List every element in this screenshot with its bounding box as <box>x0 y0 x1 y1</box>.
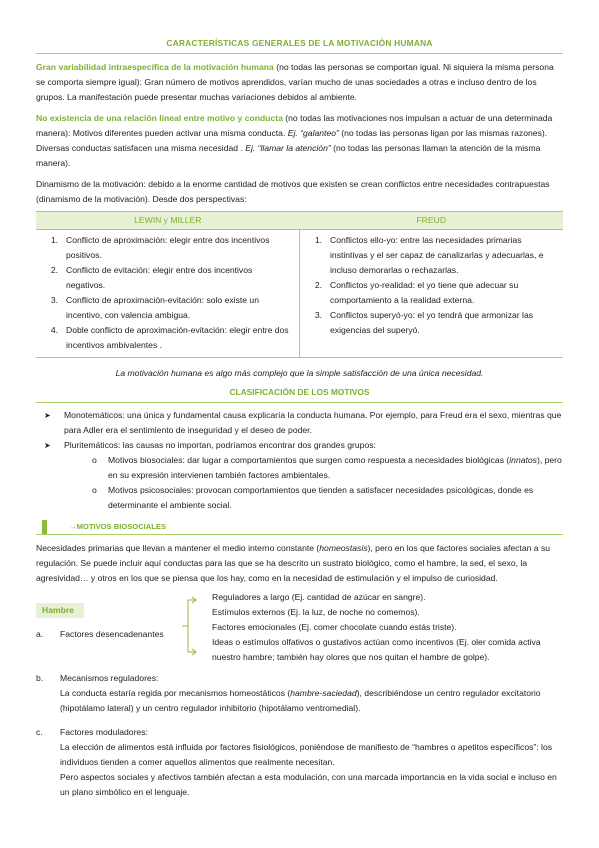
conflicts-table <box>36 211 563 358</box>
list-item: 1. Conflictos ello-yo: entre las necesidades primarias instintivas y el ser capaz de canalizarlas y adecuarlas, e incluso demorarlas o rechazarlas. <box>314 235 544 275</box>
paragraph-relacion-lineal <box>36 111 563 171</box>
paragraph-dinamismo: Dinamismo de la motivación: debido a la enorme cantidad de motivos que existen se crean conflictos entre necesidades contrapuestas (dinamismo de la motivación). Desde dos perspectivas: <box>36 179 550 204</box>
list-item: Factores emocionales (Ej. comer chocolate cuando estás triste). <box>212 622 457 632</box>
sub-bullet-psicosociales: o Motivos psicosociales: provocan comportamientos que tienden a satisfacer necesidades psicológicas, donde es determinante el ambiente social. <box>36 483 563 513</box>
section-header-biosociales <box>36 519 563 535</box>
mecanismos-reguladores: b. Mecanismos reguladores: <box>36 673 159 683</box>
section-label: →MOTIVOS BIOSOCIALES <box>69 522 167 531</box>
list-item: Reguladores a largo (Ej. cantidad de azúcar en sangre). <box>212 592 426 602</box>
list-item: Estímulos externos (Ej. la luz, de noche no comemos). <box>212 607 420 617</box>
brace-icon <box>182 596 198 656</box>
list-item: 4. Doble conflicto de aproximación-evitación: elegir entre dos incentivos ambivalentes . <box>50 325 289 350</box>
table-cell-freud <box>300 230 564 358</box>
paragraph-text: (no todas las personas llaman la atención de la misma manera). <box>36 143 541 168</box>
moduladores-text-1: La elección de alimentos está influida por factores fisiológicos, poniéndose de manifiesto de “hambres o apetitos específicos”: los individuos tienden a comer aquellos alimentos que realmente necesitan. <box>60 742 553 767</box>
paragraph-text: (no todas las motivaciones nos impulsan a actuar de una determinada manera): Motivos diferentes pueden activar una misma conducta. <box>36 113 553 138</box>
section-bar-icon <box>42 520 47 534</box>
arrow-bullet-icon: ➤ <box>44 411 51 420</box>
circle-bullet-icon: o <box>92 455 97 465</box>
table-cell-lewin <box>36 230 300 358</box>
moduladores-text-2: Pero aspectos sociales y afectivos también afectan a esta modulación, con una marcada importancia en la vida social e incluso en un plano simbólico en el lenguaje. <box>60 772 557 797</box>
arrow-bullet-icon: ➤ <box>44 441 51 450</box>
document-page <box>36 36 563 800</box>
hambre-block <box>36 590 563 665</box>
quote-motivacion: La motivación humana es algo más complejo que la simple satisfacción de una única necesidad. <box>115 368 484 378</box>
paragraph-text: (no todas las personas se comportan igual. Ni siquiera la misma persona se comporta siempre igual): Gran número de motivos aprendidos, varían mucho de unas sociedades a otras e incluso dentro de los grupos. La manifestación puede presentar muchas variaciones debidos al ambiente. <box>36 62 554 102</box>
bullet-pluritematicos: ➤ Pluritemáticos: las causas no importan, podríamos encontrar dos grandes grupos: <box>36 438 563 453</box>
list-item: 2. Conflicto de evitación: elegir entre dos incentivos negativos. <box>50 265 253 290</box>
list-item: 3. Conflicto de aproximación-evitación: solo existe un incentivo, con valencia ambigua. <box>50 295 259 320</box>
circle-bullet-icon: o <box>92 485 97 495</box>
paragraph-lead: Gran variabilidad intraespecífica de la motivación humana <box>36 62 274 72</box>
factores-moduladores: c. Factores moduladores: <box>36 727 148 737</box>
list-item: 3. Conflictos superyó-yo: el yo tendrá que armonizar las exigencias del superyó. <box>314 310 534 335</box>
bullet-monotematicos: ➤ Monotemáticos: una única y fundamental causa explicaría la conducta humana. Por ejemplo, para Freud era el sexo, mientras que para Adler era el sentimiento de inseguridad y el deseo de poder. <box>36 408 563 438</box>
list-item: Ideas o estímulos olfativos o gustativos actúan como incentivos (Ej. oler comida activa nuestro hambre; también hay olores que nos quitan el hambre de golpe). <box>212 637 541 662</box>
list-item: 1. Conflicto de aproximación: elegir entre dos incentivos positivos. <box>50 235 270 260</box>
section-title-general: CARACTERÍSTICAS GENERALES DE LA MOTIVACIÓN HUMANA <box>36 36 563 54</box>
section-title-clasificacion: CLASIFICACIÓN DE LOS MOTIVOS <box>36 385 563 403</box>
table-header-lewin: LEWIN y MILLER <box>36 212 300 230</box>
sub-bullet-biosociales: o Motivos biosociales: dar lugar a comportamientos que surgen como respuesta a necesidades biológicas (innatos), pero en su expresión intervienen también factores ambientales. <box>36 453 563 483</box>
paragraph-lead: No existencia de una relación lineal entre motivo y conducta <box>36 113 283 123</box>
example-galanteo: Ej. “galanteo” <box>287 128 339 138</box>
paragraph-necesidades-primarias: Necesidades primarias que llevan a mantener el medio interno constante (homeostasis), pero en los que factores sociales afectan a su regulación. Se puede incluir aquí conductas para las que se ha descrito un sustrato biológico, como el hambre, la sed, el sexo, la agresividad… y otros en los que se piensa que los hay, como en la necesidad de estimulación y el impulso de curiosidad. <box>36 543 551 583</box>
mecanismos-text: La conducta estaría regida por mecanismos homeostáticos (hambre-saciedad), describiéndose un centro regulador excitatorio (hipotálamo lateral) y un centro regulador inhibitorio (hipotálamo ventromedial). <box>60 688 541 713</box>
table-header-freud: FREUD <box>300 212 564 230</box>
paragraph-text: (no todas las personas ligan por las mismas razones). Diversas conductas satisfacen una misma necesidad . <box>36 128 548 153</box>
paragraph-variabilidad <box>36 60 563 105</box>
factores-desencadenantes: a. Factores desencadenantes <box>36 629 164 639</box>
hambre-tag: Hambre <box>36 603 84 618</box>
list-item: 2. Conflictos yo-realidad: el yo tiene que adecuar su comportamiento a la realidad externa. <box>314 280 519 305</box>
example-llamar-atencion: Ej. “llamar la atención” <box>245 143 331 153</box>
factors-list <box>212 590 564 665</box>
